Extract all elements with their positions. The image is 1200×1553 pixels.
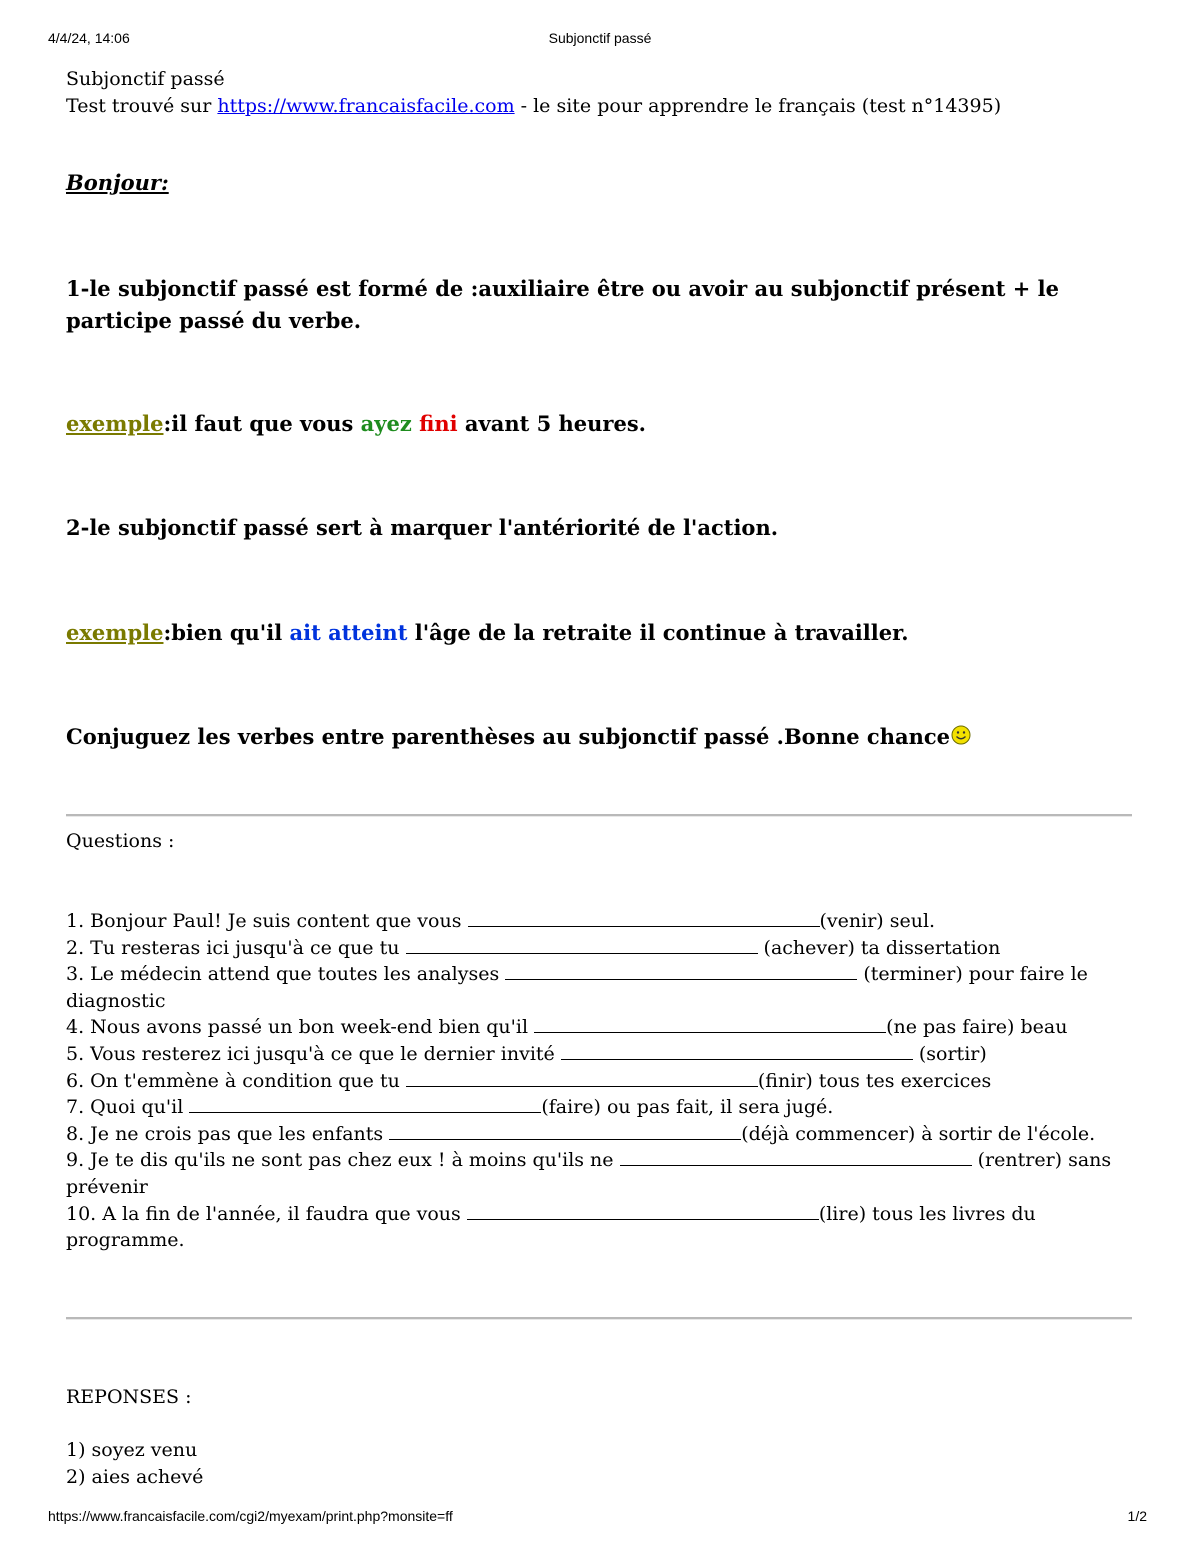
answer-blank[interactable]: [561, 1042, 913, 1060]
source-prefix: Test trouvé sur: [66, 95, 218, 117]
smiley-icon: [951, 725, 971, 745]
question-text: (lire) tous les livres du programme.: [66, 1202, 1036, 1252]
example-auxiliary: ayez: [360, 411, 412, 436]
question-text: 1. Bonjour Paul! Je suis content que vous: [66, 910, 468, 932]
question-text: (sortir): [912, 1042, 987, 1065]
question-item: [66, 1201, 1136, 1254]
example-text: avant 5 heures.: [457, 411, 646, 436]
answer-blank[interactable]: [406, 936, 758, 954]
answer-blank[interactable]: [389, 1122, 741, 1140]
intro: [66, 66, 1136, 120]
divider: [66, 1317, 1132, 1320]
question-item: [66, 961, 1136, 1014]
greeting-heading: Bonjour:: [66, 170, 169, 195]
answer-blank[interactable]: [620, 1148, 972, 1166]
answer-item: 1) soyez venu: [66, 1439, 198, 1461]
question-item: [66, 1014, 1136, 1041]
question-text: 8. Je ne crois pas que les enfants: [66, 1122, 390, 1145]
question-text: (achever) ta dissertation: [757, 936, 1001, 959]
example-text: l'âge de la retraite il continue à travailler.: [407, 620, 909, 645]
example-text: :il faut que vous: [163, 411, 361, 436]
site-link[interactable]: https://www.francaisfacile.com: [217, 95, 515, 117]
question-text: (finir) tous tes exercices: [757, 1069, 992, 1092]
example-label: exemple: [66, 620, 164, 645]
rule-2: 2-le subjonctif passé sert à marquer l'antériorité de l'action.: [66, 515, 779, 540]
print-title: Subjonctif passé: [548, 30, 652, 46]
answer-blank[interactable]: [505, 962, 857, 980]
questions-heading: Questions :: [66, 830, 175, 852]
answer-blank[interactable]: [467, 1202, 819, 1220]
question-item: [66, 1094, 1136, 1121]
source-line: [66, 93, 1136, 120]
source-suffix: - le site pour apprendre le français (test n°14395): [514, 95, 1002, 117]
example-verb: ait atteint: [289, 620, 408, 645]
example-1: [66, 408, 1131, 440]
answers-heading: REPONSES :: [66, 1386, 192, 1408]
question-text: (faire) ou pas fait, il sera jugé.: [541, 1096, 834, 1119]
question-text: 10. A la fin de l'année, il faudra que vous: [66, 1202, 467, 1225]
instruction-text: Conjuguez les verbes entre parenthèses au subjonctif passé .Bonne chance: [66, 724, 950, 749]
example-label: exemple: [66, 411, 164, 436]
question-text: 4. Nous avons passé un bon week-end bien qu'il: [66, 1016, 535, 1039]
answer-item: 2) aies achevé: [66, 1466, 204, 1488]
question-item: [66, 908, 1136, 935]
print-date: 4/4/24, 14:06: [48, 30, 130, 46]
example-participle: fini: [419, 411, 458, 436]
question-item: [66, 1068, 1136, 1095]
question-text: (rentrer) sans prévenir: [66, 1149, 1112, 1198]
answer-blank[interactable]: [189, 1095, 541, 1113]
answer-blank[interactable]: [534, 1015, 886, 1033]
question-text: 6. On t'emmène à condition que tu: [66, 1069, 406, 1092]
question-item: [66, 935, 1136, 962]
divider: [66, 814, 1132, 817]
print-header: [0, 30, 1200, 48]
question-item: [66, 1121, 1136, 1148]
question-text: 2. Tu resteras ici jusqu'à ce que tu: [66, 936, 406, 959]
question-text: 9. Je te dis qu'ils ne sont pas chez eux ! à moins qu'ils ne: [66, 1149, 620, 1172]
answer-blank[interactable]: [406, 1069, 758, 1087]
questions-list: [66, 908, 1136, 1254]
question-item: [66, 1041, 1136, 1068]
rule-1: 1-le subjonctif passé est formé de :auxiliaire être ou avoir au subjonctif présent + le participe passé du verbe.: [66, 276, 1059, 333]
example-2: [66, 617, 1131, 649]
answers-list: [66, 1437, 203, 1491]
question-text: 7. Quoi qu'il: [66, 1096, 190, 1119]
question-text: (venir) seul.: [819, 910, 936, 932]
print-url: https://www.francaisfacile.com/cgi2/myexam/print.php?monsite=ff: [48, 1508, 453, 1524]
question-item: [66, 1147, 1136, 1200]
page-number: 1/2: [1127, 1508, 1147, 1524]
question-text: (déjà commencer) à sortir de l'école.: [741, 1122, 1096, 1145]
question-text: (ne pas faire) beau: [886, 1016, 1068, 1039]
example-text: :bien qu'il: [163, 620, 290, 645]
question-text: (terminer) pour faire le diagnostic: [66, 963, 1088, 1012]
question-text: 3. Le médecin attend que toutes les analyses: [66, 963, 506, 986]
page-title: Subjonctif passé: [66, 68, 225, 90]
print-footer: [0, 1508, 1200, 1526]
question-text: 5. Vous resterez ici jusqu'à ce que le dernier invité: [66, 1042, 561, 1065]
answer-blank[interactable]: [468, 909, 820, 927]
instruction: [66, 721, 1131, 753]
